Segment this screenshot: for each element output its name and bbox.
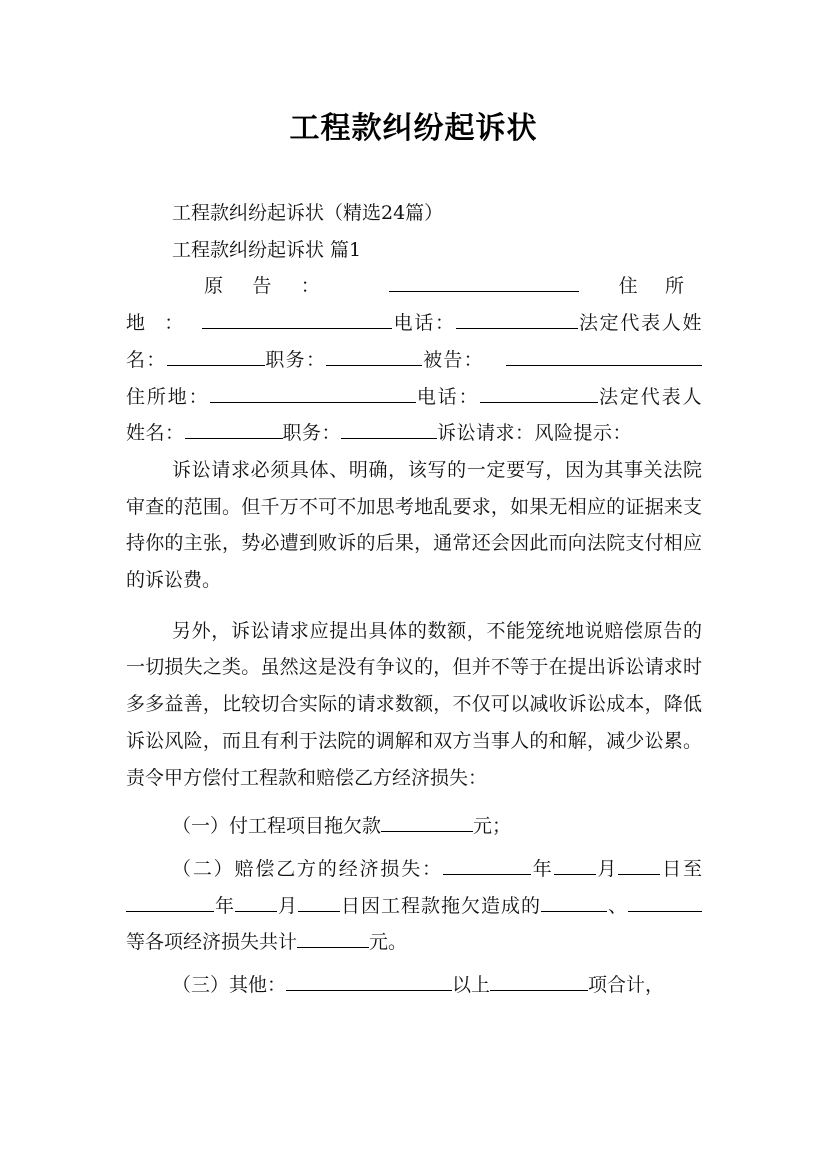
item-3 (126, 967, 702, 1004)
paragraph-1: 诉讼请求必须具体、明确，该写的一定要写，因为其事关法院审查的范围。但千万不可不加思考地乱要求，如果无相应的证据来支持你的主张，势必遭到败诉的后果，通常还会因此而向法院支付相应的诉讼费。 (126, 458, 702, 592)
item-2-month: 月 (595, 857, 619, 880)
defendant-blank (506, 346, 702, 366)
item-2-end-year-blank (126, 892, 214, 912)
item-3-total: 项合计， (588, 974, 665, 997)
item-3-text: （三）其他： (172, 974, 287, 997)
item-2-text: （二）赔偿乙方的经济损失： (172, 857, 443, 880)
defendant-label: 被告： (422, 348, 484, 371)
item-1-unit: 元； (473, 815, 512, 838)
plaintiff-phone-label: 电话： (392, 312, 456, 335)
defendant-residence-label: 住所地： (126, 385, 210, 408)
risk-label: 风险提示： (534, 422, 633, 445)
item-3-other-blank (286, 971, 452, 991)
item-1-amount-blank (381, 812, 473, 832)
defendant-position-blank (341, 419, 437, 439)
item-2-day: 日 (660, 857, 683, 880)
item-2-unit: 元。 (369, 931, 408, 954)
item-3-count-blank (490, 971, 588, 991)
plaintiff-position-blank (326, 346, 422, 366)
defendant-phone-blank (480, 383, 598, 403)
defendant-position-label: 职务： (282, 422, 342, 445)
item-3-above: 以上 (452, 974, 491, 997)
item-2-cause: 日因工程款拖欠造成的 (340, 894, 541, 917)
plaintiff-legal-rep-label: 法定代表人姓名： (126, 312, 702, 371)
item-2-loss-b-blank (628, 892, 702, 912)
item-2-end-year: 年 (214, 894, 235, 917)
item-2-comma: 、 (606, 894, 628, 917)
defendant-phone-label: 电话： (415, 385, 480, 408)
plaintiff-residence-label: 住所地： (126, 275, 702, 335)
item-2-loss-a-blank (541, 892, 607, 912)
item-2-total-blank (297, 928, 369, 948)
parties-block (126, 268, 702, 452)
item-2-start-year-blank (443, 855, 531, 875)
document-body (126, 195, 702, 1004)
plaintiff-residence-blank (202, 309, 392, 329)
plaintiff-position-label: 职务： (264, 348, 327, 371)
plaintiff-blank (389, 272, 579, 292)
defendant-legal-rep-blank (185, 419, 283, 439)
item-1-text: （一）付工程项目拖欠款 (172, 815, 382, 838)
plaintiff-legal-rep-blank (167, 346, 265, 366)
item-2-start-month-blank (554, 855, 596, 875)
item-2-year: 年 (530, 857, 554, 880)
plaintiff-phone-blank (456, 309, 578, 329)
plaintiff-label: 原告： (204, 275, 350, 298)
section-heading: 工程款纠纷起诉状 篇1 (172, 238, 362, 261)
item-2 (126, 851, 702, 961)
item-2-total-text: 等各项经济损失共计 (126, 931, 298, 954)
defendant-residence-blank (210, 383, 416, 403)
document-title: 工程款纠纷起诉状 (289, 111, 538, 146)
item-1 (126, 808, 702, 845)
paragraph-2: 另外，诉讼请求应提出具体的数额，不能笼统地说赔偿原告的一切损失之类。虽然这是没有争议的，但并不等于在提出诉讼请求时多多益善，比较切合实际的请求数额，不仅可以减收诉讼成本，降低诉讼风险，而且有利于法院的调解和双方当事人的和解，减少讼累。 责令甲方偿付工程款和赔偿乙方经济损失： (126, 619, 702, 789)
defendant-legal-rep-label: 法定代表人姓名： (126, 385, 702, 445)
item-2-to: 至 (682, 857, 702, 880)
item-2-end-month-blank (235, 892, 277, 912)
item-2-end-day-blank (298, 892, 340, 912)
item-2-start-day-blank (618, 855, 660, 875)
subtitle: 工程款纠纷起诉状（精选24篇） (172, 202, 444, 224)
item-2-end-month: 月 (277, 894, 298, 917)
claims-label: 诉讼请求： (437, 422, 535, 445)
